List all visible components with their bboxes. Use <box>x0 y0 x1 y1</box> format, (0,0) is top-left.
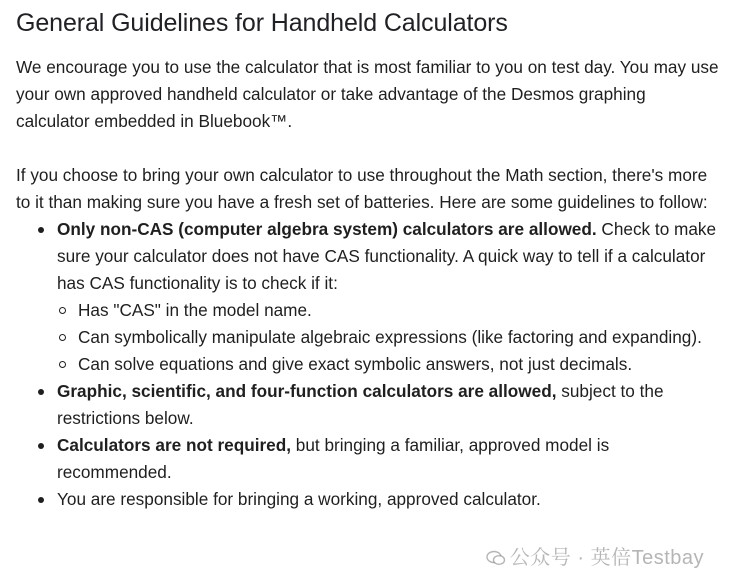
guideline-text: You are responsible for bringing a working, approved calculator. <box>57 489 541 509</box>
cas-check-list <box>57 297 722 378</box>
guideline-item <box>57 486 722 513</box>
article <box>16 0 722 513</box>
guideline-bold: Graphic, scientific, and four-function calculators are allowed, <box>57 381 557 401</box>
intro-paragraph: We encourage you to use the calculator that is most familiar to you on test day. You may use your own approved handheld calculator or take advantage of the Desmos graphing calculator embedded in Bluebook™. <box>16 57 719 131</box>
guideline-item <box>57 432 722 486</box>
cas-check-item: Has "CAS" in the model name. <box>78 297 722 324</box>
guideline-text: Check to make sure your calculator does not have CAS functionality. A quick way to tell if a calculator has CAS functionality is to check if it: <box>57 219 717 293</box>
watermark-text: 公众号 · 英倍Testbay <box>509 547 704 569</box>
guideline-bold: Calculators are not required, <box>57 435 292 455</box>
wechat-icon <box>486 550 506 566</box>
guideline-bold: Only non-CAS (computer algebra system) calculators are allowed. <box>57 219 597 239</box>
guidelines-list <box>16 216 722 513</box>
cas-check-item: Can solve equations and give exact symbolic answers, not just decimals. <box>78 351 722 378</box>
guideline-item <box>57 216 722 378</box>
cas-check-item: Can symbolically manipulate algebraic expressions (like factoring and expanding). <box>78 324 722 351</box>
page-title: General Guidelines for Handheld Calculators <box>16 9 508 37</box>
lead-paragraph: If you choose to bring your own calculator to use throughout the Math section, there's more to it than making sure you have a fresh set of batteries. Here are some guidelines to follow: <box>16 165 708 212</box>
guideline-text: but bringing a familiar, approved model is recommended. <box>57 435 610 482</box>
guideline-item <box>57 378 722 432</box>
guideline-text: subject to the restrictions below. <box>57 381 664 428</box>
watermark <box>486 541 704 570</box>
